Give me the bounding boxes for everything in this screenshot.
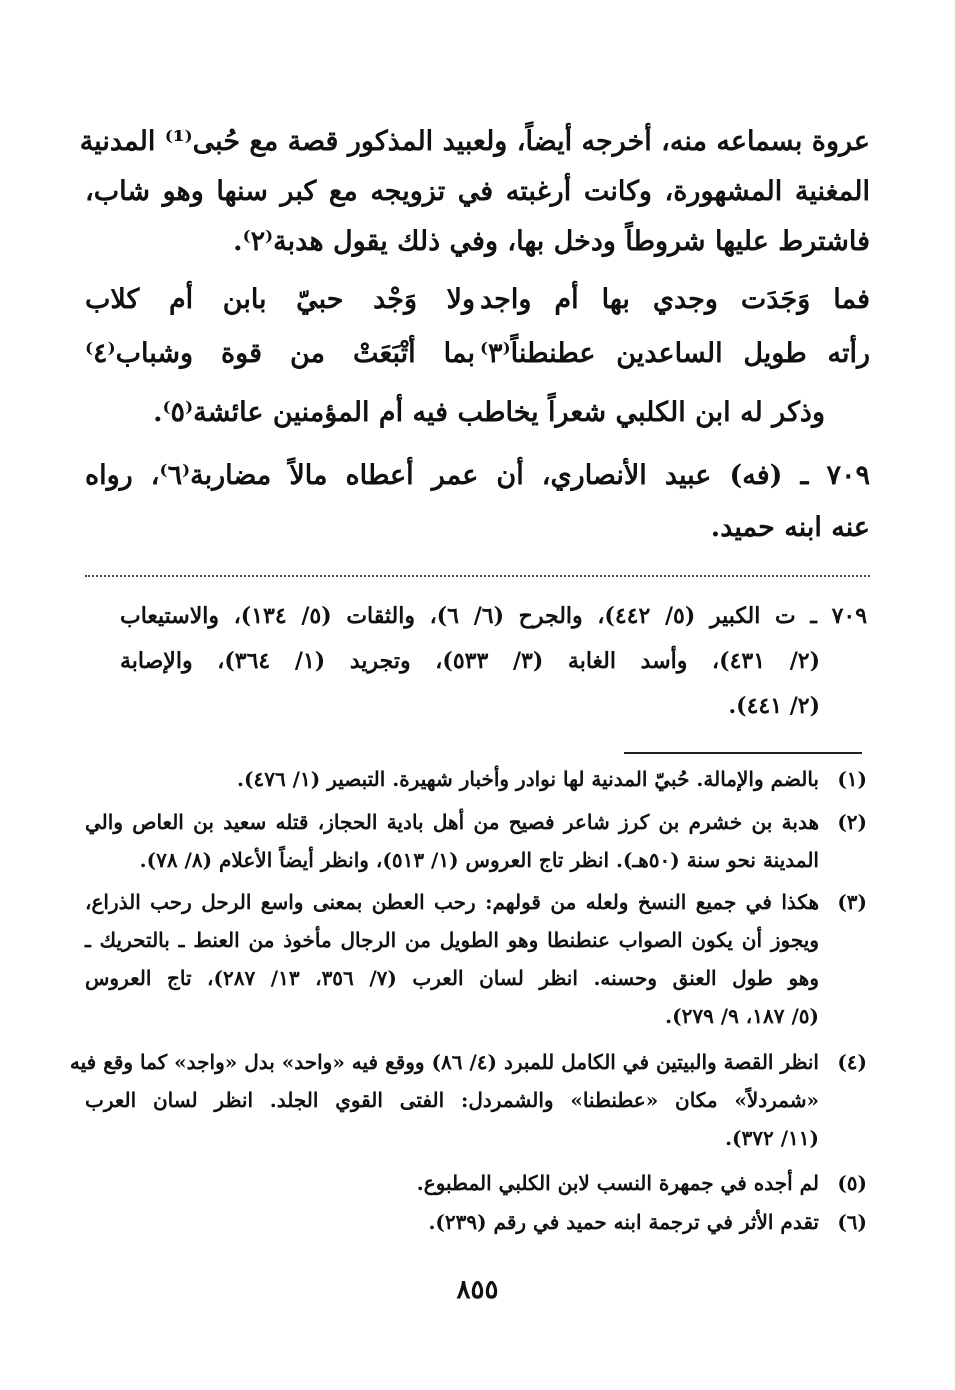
body-line: وذكر له ابن الكلبي شعراً يخاطب فيه أم المؤمنين عائشة⁽٥⁾. — [153, 397, 825, 428]
verse-line — [85, 278, 870, 322]
entry-heading-line: ٧٠٩ ـ (فه) عبيد الأنصاري، أن عمر أعطاه مالاً مضاربة⁽٦⁾، رواه — [85, 460, 870, 491]
page-number: ٨٥٥ — [456, 1275, 499, 1305]
footnote-line: هكذا في جميع النسخ ولعله من قولهم: رحب العطن بمعنى واسع الرحل رحب الذراع، — [85, 890, 819, 914]
footnote-line: «شمردلاً» مكان «عطنطنا» والشمردل: الفتى القوي الجلد. انظر لسان العرب — [85, 1088, 819, 1112]
footnote-line: تقدم الأثر في ترجمة ابنه حميد في رقم (٢٣٩). — [428, 1210, 819, 1234]
footnote-line: هدبة بن خشرم بن كرز شاعر فصيح من أهل بادية الحجاز، قتله سعيد بن العاص والي — [85, 810, 819, 834]
body-line: عنه ابنه حميد. — [710, 512, 870, 543]
footnote-number: (١) — [837, 767, 867, 791]
verse-first-hemistich: رأته طويل الساعدين عطنطناً⁽٣⁾ — [480, 338, 870, 369]
footnote-number: (٢) — [837, 810, 867, 834]
footnote-line: المدينة نحو سنة (٥٠هـ). انظر تاج العروس (١/ ٥١٣)، وانظر أيضاً الأعلام (٨/ ٧٨). — [139, 848, 819, 872]
verse-second-hemistich: بما أتْبَعَتْ من قوة وشباب⁽٤⁾ — [85, 338, 475, 369]
reference-line: ٧٠٩ ـ ت الكبير (٥/ ٤٤٢)، والجرح (٦/ ٦)، والثقات (٥/ ١٣٤)، والاستيعاب — [120, 603, 868, 629]
footnote-line: انظر القصة والبيتين في الكامل للمبرد (٤/ ٨٦) ووقع فيه «واحد» بدل «واجد» كما وقع فيه — [69, 1050, 819, 1074]
footnote-number: (٥) — [837, 1171, 867, 1195]
footnote-line: لم أجده في جمهرة النسب لابن الكلبي المطبوع. — [416, 1171, 819, 1195]
body-line: المغنية المشهورة، وكانت أرغبته في تزويجه مع كبر سنها وهو شاب، — [85, 176, 870, 207]
reference-line: (٢/ ٤٣١)، وأسد الغابة (٣/ ٥٣٣)، وتجريد (١/ ٣٦٤)، والإصابة — [120, 648, 820, 674]
verse-second-hemistich: ولا وَجْد حبيّ بابن أم كلاب — [85, 284, 475, 315]
footnote-rule — [624, 752, 862, 754]
footnote-number: (٤) — [837, 1050, 867, 1074]
footnote-line: (٥/ ١٨٧، ٩/ ٢٧٩). — [665, 1004, 819, 1028]
verse-line — [85, 332, 870, 376]
dotted-separator — [85, 575, 870, 577]
reference-line: (٢/ ٤٤١). — [728, 693, 820, 719]
body-line: فاشترط عليها شروطاً ودخل بها، وفي ذلك يقول هدبة⁽٢⁾. — [233, 226, 870, 257]
footnote-line: بالضم والإمالة. حُبيّ المدنية لها نوادر وأخبار شهيرة. التبصير (١/ ٤٧٦). — [237, 767, 819, 791]
footnote-number: (٣) — [837, 890, 867, 914]
footnote-number: (٦) — [837, 1210, 867, 1234]
body-line: عروة بسماعه منه، أخرجه أيضاً، ولعبيد المذكور قصة مع حُبى⁽¹⁾ المدنية — [79, 126, 870, 157]
footnote-line: وهو طول العنق وحسنه. انظر لسان العرب (٧/ ٣٥٦، ١٣/ ٢٨٧)، تاج العروس — [85, 966, 820, 990]
verse-first-hemistich: فما وَجَدَت وجدي بها أم واجد — [480, 284, 870, 315]
footnote-line: (١١/ ٣٧٢). — [725, 1126, 819, 1150]
footnote-line: ويجوز أن يكون الصواب عنطنطا وهو الطويل من الرجال مأخوذ من العنط ـ بالتحريك ـ — [85, 928, 819, 952]
